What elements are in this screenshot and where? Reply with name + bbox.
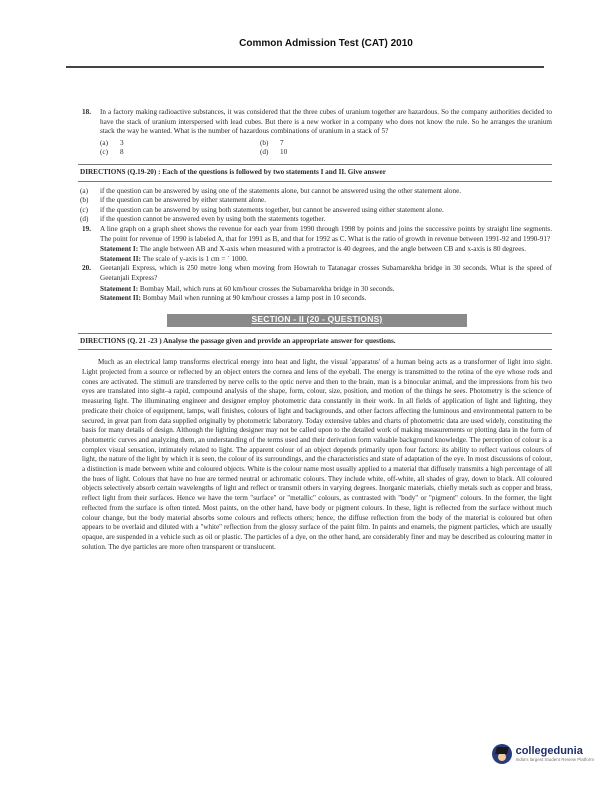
condition-a: (a) if the question can be answered by using one of the statements alone, but cannot be answered using the other statement alone. [80, 186, 462, 195]
condition-d: (d) if the question cannot be answered even by using both the statements together. [80, 215, 326, 224]
header-rule [66, 66, 544, 68]
divider [78, 349, 552, 350]
option-a: (a) 3 [100, 138, 124, 147]
divider [78, 333, 552, 334]
question-20 [82, 264, 552, 283]
divider [78, 181, 552, 182]
question-number: 20. [82, 264, 91, 273]
section-banner [167, 314, 467, 327]
question-18-options [100, 139, 420, 158]
directions-19-20: DIRECTIONS (Q.19-20) : Each of the questions is followed by two statements I and II. Give answer [80, 167, 386, 176]
question-number: 18. [82, 108, 91, 116]
condition-b: (b) if the question can be answered by either statement alone. [80, 196, 267, 205]
option-b: (b) 7 [260, 138, 284, 147]
condition-c: (c) if the question can be answered by using both statements together, but cannot be answered using either statement alone. [80, 205, 444, 214]
option-d: (d) 10 [260, 148, 288, 157]
option-c: (c) 8 [100, 148, 124, 157]
directions-21-23: DIRECTIONS (Q. 21 -23 ) Analyse the passage given and provide an appropriate answer for questions. [80, 336, 396, 345]
logo-name: collegedunia [515, 745, 583, 757]
question-text: A line graph on a graph sheet shows the revenue for each year from 1990 through 1998 by points and joins the successive points by straight line segments. The point for revenue of 1990 is labeled A, that for 1991 as B, and that for 1992 as C. What is the ratio of growth in revenue between 1991-92 and 1990-91? [100, 224, 552, 243]
statement-2: Statement II: The scale of y-axis is 1 cm = ` 1000. [100, 254, 248, 263]
question-text: In a factory making radioactive substances, it was considered that the three cubes of uranium together are hazardous. So the company authorities decided to have the stack of uranium interspersed with lead cubes. But there is a new worker in a company who does not know the rule. So he arranges the uranium stack the way he wanted. What is the number of hazardous combinations of uranium in a stack of 5? [100, 108, 552, 136]
statement-1: Statement I: The angle between AB and X-axis when measured with a protractor is 40 degrees, and the angle between CB and x-axis is 80 degrees. [100, 245, 526, 254]
collegedunia-logo [492, 744, 594, 764]
reading-passage: Much as an electrical lamp transforms electrical energy into heat and light, the visual 'apparatus' of a human being acts as a transformer of light into sight. Light projected from a source or reflected by an object enters the cornea and lens of the eyeball. The energy is transmitted to the retina of the eye whose rods and cones are activated. The stimuli are transferred by nerve cells to the optic nerve and then to the brain, man is a binocular animal, and the impressions from his two eyes are translated into sight–a rapid, compound analysis of the shape, form, colour, size, position, and motion of the things he sees. Photometry is the science of measuring light. The illuminating engineer and designer employ photometric data constantly in their work. In all fields of application of light and lighting, they predicate their choice of equipment, lamps, wall finishes, colours of light and backgrounds, and other factors affecting the luminous and environmental pattern to be secured, in great part from data supplied originally by photometric laboratory. Today extensive tables and charts of photometric data are used widely, constituting the basis for many details of design. Although the lighting designer may not be called upon to the detailed work of making measurements or plotting data in the form of photometric curves and analyzing them, an understanding of the terms used and their derivation form valuable background knowledge. The perception of colour is a complex visual sensation, intimately related to light. The apparent colour of an object depends primarily upon four factors: its ability to reflect various colours of light, the nature of the light by which it is seen, the colour of its surroundings, and the characteristics and state of adaptation of the eye. In most discussions of colour, a distinction is made between white and coloured objects. White is the colour name most usually applied to a material that diffusely transmits a high percentage of all the hues of light. Colours that have no hue are termed neutral or achromatic colours. They include white, off-white, all shades of gray, down to black. All coloured objects selectively absorb certain wavelengths of light and reflect or transmit others in varying degrees. Inorganic materials, chiefly metals such as copper and brass, reflect light from their surfaces. Hence we have the term "surface" or "metallic" colours, as contrasted with "body" or "pigment" colours. In the former, the light reflected from the surface is often tinted. Most paints, on the other hand, have body or pigment colours. In these, light is reflected from the surface without much colour change, but the body material absorbs some colours and reflects others; hence, the diffuse reflection from the body of the material is coloured but often appears to be overlaid and diluted with a "white" reflection from the glossy surface of the paint film. In paints and enamels, the pigment particles, which are usually opaque, are suspended in a vehicle such as oil or plastic. The particles of a dye, on the other hand, are considerably finer and may be described as colouring matter in solution. The dye particles are more often transparent or translucent. [82, 358, 552, 551]
page-content [82, 108, 552, 552]
statement-2: Statement II: Bombay Mail when running at 90 km/hour crosses a lamp post in 10 seconds. [100, 294, 367, 303]
section-title: SECTION - II (20 - QUESTIONS) [251, 313, 383, 324]
question-text: Geetanjali Express, which is 250 metre long when moving from Howrah to Tatanagar crosses Subarnarekha bridge in 30 seconds. What is the speed of Geetanjali Express? [100, 264, 552, 282]
question-18 [82, 108, 552, 137]
logo-tagline: India's largest Student Review Platform [515, 757, 594, 762]
statement-1: Statement I: Bombay Mail, which runs at 60 km/hour crosses the Subarnarekha bridge in 30 seconds. [100, 284, 395, 293]
page-header-title: Common Admission Test (CAT) 2010 [239, 38, 413, 49]
question-19 [82, 225, 552, 244]
graduate-cap-icon [492, 744, 512, 764]
question-number: 19. [82, 224, 91, 233]
divider [78, 164, 552, 165]
